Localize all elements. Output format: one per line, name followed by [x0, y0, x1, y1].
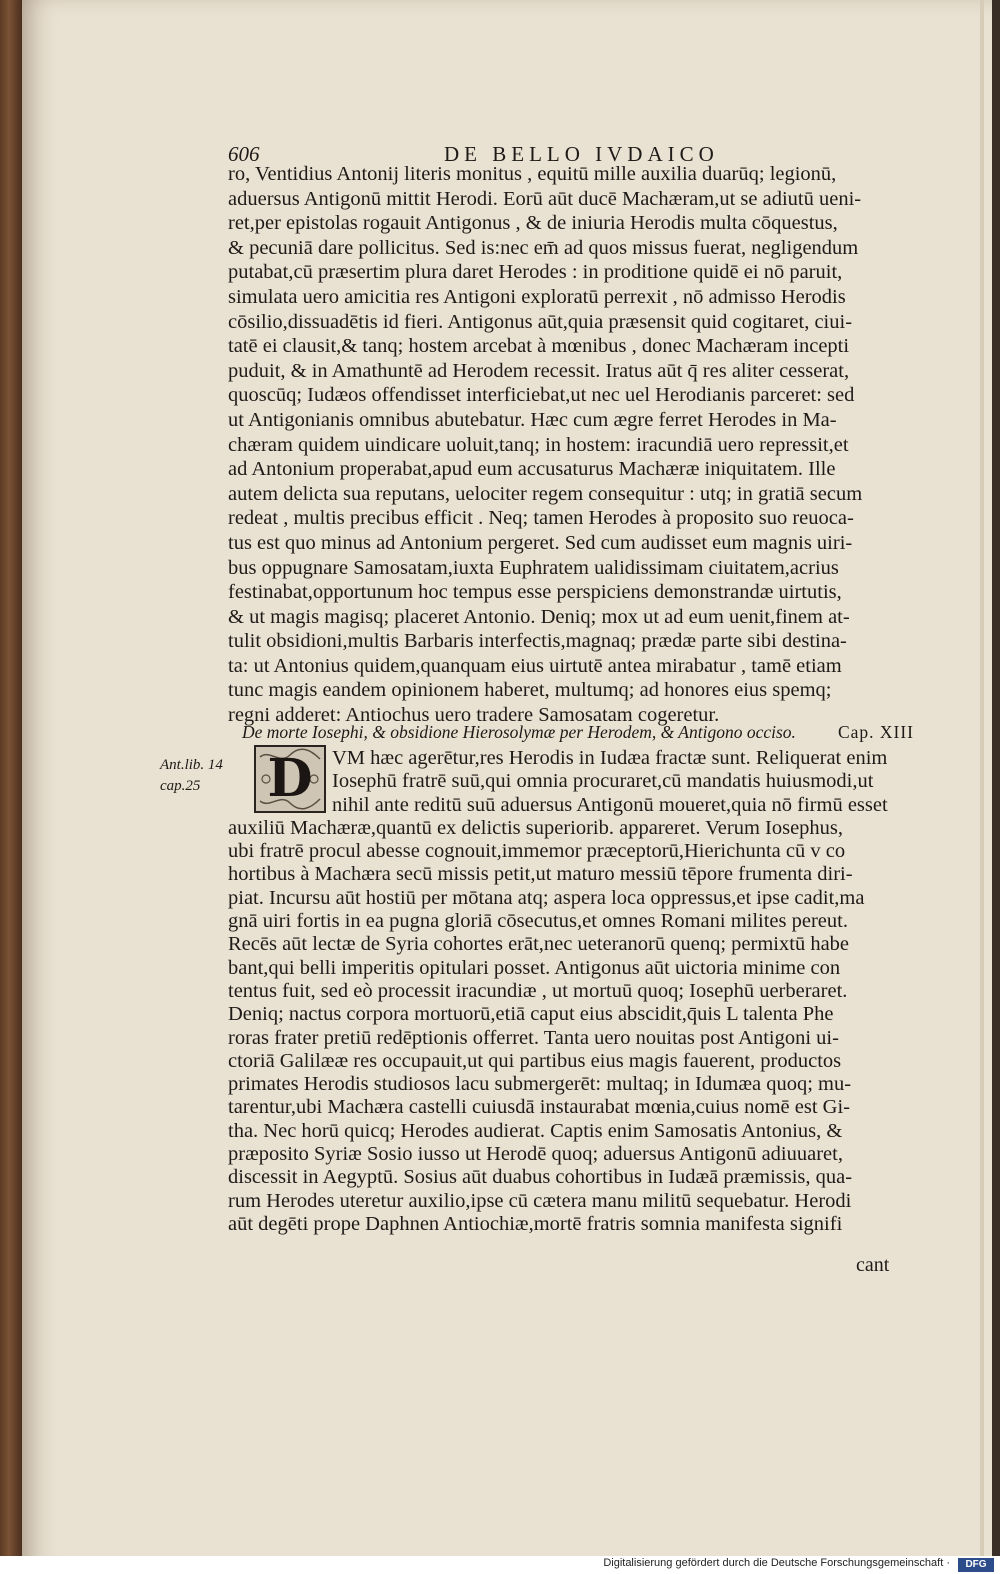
- text-line: Deniq; nactus corpora mortuorū,etiā caput eius abscidit,q̄uis L talenta Phe: [228, 1003, 834, 1026]
- text-line: roras frater pretiū redēptionis offerret. Tanta uero nouitas post Antigoni ui-: [228, 1026, 839, 1049]
- text-line: primates Herodis studiosos lacu submergerēt: multaq; in Idumæa quoq; mu-: [228, 1073, 852, 1096]
- text-line: chæram quidem uindicare uoluit,tanq; in hostem: iracundiā uero repressit,et: [228, 433, 849, 456]
- book-edge: [0, 0, 22, 1574]
- margin-note-line: cap.25: [160, 778, 201, 794]
- text-line: tentus fuit, sed eò processit iracundiæ , ut mortuū quoq; Iosephū uerberaret.: [228, 979, 848, 1002]
- funding-notice: Digitalisierung gefördert durch die Deutsche Forschungsgemeinschaft ·: [603, 1557, 950, 1569]
- text-line: bus oppugnare Samosatam,iuxta Euphratem ualidissimam ciuitatem,acrius: [228, 556, 839, 579]
- text-line: festinabat,opportunum hoc tempus esse perspiciens demonstrandæ uirtutis,: [228, 581, 842, 604]
- text-line: tatē ei clausit,& tanq; hostem arcebat à mœnibus , donec Machæram incepti: [228, 335, 850, 358]
- margin-note-line: Ant.lib. 14: [160, 757, 223, 773]
- chapter-heading: [242, 722, 922, 743]
- section-text: [228, 747, 916, 1236]
- margin-note: [160, 755, 223, 797]
- text-line: tunc magis eandem opinionem haberet, multumq; ad honores eius spemq;: [228, 679, 832, 702]
- text-line: puduit, & in Amathuntē ad Herodem recessit. Iratus aūt q̄ res aliter cesserat,: [228, 359, 850, 382]
- text-line: quoscūq; Iudæos offendisset interficiebat,ut nec uel Herodianis parceret: sed: [228, 384, 855, 407]
- chapter-title: De morte Iosephi, & obsidione Hierosolymæ per Herodem, & Antigono occiso.: [242, 722, 796, 742]
- body-text: [228, 162, 916, 728]
- text-line: tarentur,ubi Machæra castelli cuiusdā instaurabat mœnia,cuius nomē est Gi-: [228, 1096, 850, 1119]
- text-line: nihil ante reditū suū aduersus Antigonū moueret,quia nō firmū esset: [332, 793, 888, 816]
- text-line: præposito Syriæ Sosio iusso ut Herodē quoq; aduersus Antigonū adiuuaret,: [228, 1143, 843, 1166]
- text-line: Iosephū fratrē suū,qui omnia procuraret,cū mandatis huiusmodi,ut: [332, 770, 874, 793]
- text-line: simulata uero amicitia res Antigoni exploratū perrexit , nō admisso Herodis: [228, 285, 846, 308]
- running-title: DE BELLO IVDAICO: [444, 142, 719, 166]
- text-line: ro, Ventidius Antonij literis monitus , equitū mille auxilia duarūq; legionū,: [228, 163, 837, 185]
- text-line: ret,per epistolas rogauit Antigonus , & de iniuria Herodis multa cōquestus,: [228, 212, 838, 235]
- page-gutter: [980, 0, 984, 1574]
- text-line: Recēs aūt lectæ de Syria cohortes erāt,nec ueteranorū quenq; permixtū habe: [228, 933, 850, 956]
- text-line: ctoriā Galilææ res occupauit,ut qui partibus eius magis fauerent, productos: [228, 1049, 842, 1072]
- text-line: auxiliū Machæræ,quantū ex delictis superiorib. appareret. Verum Iosephus,: [228, 816, 844, 839]
- text-line: tulit obsidioni,multis Barbaris interfectis,magnaq; prædæ parte sibi destina-: [228, 630, 847, 653]
- initial-letter: D: [267, 748, 313, 809]
- text-line: regni adderet: Antiochus uero tradere Samosatam cogeretur.: [228, 704, 720, 727]
- text-line: & pecuniā dare pollicitus. Sed is:nec em̄ ad quos missus fuerat, negligendum: [228, 236, 859, 259]
- folio-number: 606: [228, 142, 260, 166]
- text-line: ut Antigonianis omnibus abutebatur. Hæc cum ægre ferret Herodes in Ma-: [228, 408, 837, 431]
- text-line: gnā uiri fortis in ea pugna gloriā cōsecutus,et omnes Romani milites pereut.: [228, 910, 848, 933]
- text-line: aūt degēti prope Daphnen Antiochiæ,mortē fratris somnia manifesta signifi: [228, 1212, 843, 1235]
- text-line: aduersus Antigonū mittit Herodi. Eorū aūt ducē Machæram,ut se adiutū ueni-: [228, 187, 862, 210]
- text-line: redeat , multis precibus efficit . Neq; tamen Herodes à proposito suo reuoca-: [228, 507, 854, 530]
- text-line: tus est quo minus ad Antonium pergeret. Sed cum audisset eum magnis uiri-: [228, 531, 853, 554]
- text-line: piat. Incursu aūt hostiū per mōtana atq; aspera loca oppressus,et ipse cadit,ma: [228, 886, 865, 909]
- text-line: rum Herodes uteretur auxilio,ipse cū cætera manu militū sequebatur. Herodi: [228, 1189, 852, 1212]
- text-line: hortibus à Machæra secū missis petit,ut maturo messiū tēpore frumenta diri-: [228, 863, 853, 886]
- text-line: & ut magis magisq; placeret Antonio. Deniq; mox ut ad eum uenit,finem at-: [228, 605, 850, 628]
- text-line: cōsilio,dissuadētis id fieri. Antigonus aūt,quia præsensit quid cogitaret, ciui-: [228, 310, 853, 333]
- text-line: ubi fratrē procul abesse cognouit,immemor præceptorū,Hierichunta cū v co: [228, 840, 846, 863]
- text-line: autem delicta sua reputans, uelociter regem consequitur : utq; in gratiā secum: [228, 482, 863, 505]
- chapter-number: Cap. XIII: [837, 722, 914, 742]
- text-line: tha. Nec horū quicq; Herodes audierat. Captis enim Samosatis Antonius, &: [228, 1119, 843, 1142]
- text-line: discessit in Aegyptū. Sosius aūt duabus cohortibus in Iudæā præmissis, qua-: [228, 1166, 853, 1189]
- dfg-logo: DFG: [958, 1558, 994, 1572]
- text-line: bant,qui belli imperitis opitulari posset. Antigonus aūt uictoria minime con: [228, 956, 841, 979]
- catchword: cant: [856, 1254, 890, 1276]
- text-line: VM hæc agerētur,res Herodis in Iudæa fractæ sunt. Reliquerat enim: [332, 747, 888, 769]
- text-line: ad Antonium properabat,apud eum accusaturus Machæræ iniquitatem. Ille: [228, 458, 836, 481]
- text-line: putabat,cū præsertim plura daret Herodes : in proditione quidē ei nō paruit,: [228, 261, 843, 284]
- text-line: ta: ut Antonius quidem,quanquam eius uirtutē antea mirabatur , tamē etiam: [228, 654, 842, 677]
